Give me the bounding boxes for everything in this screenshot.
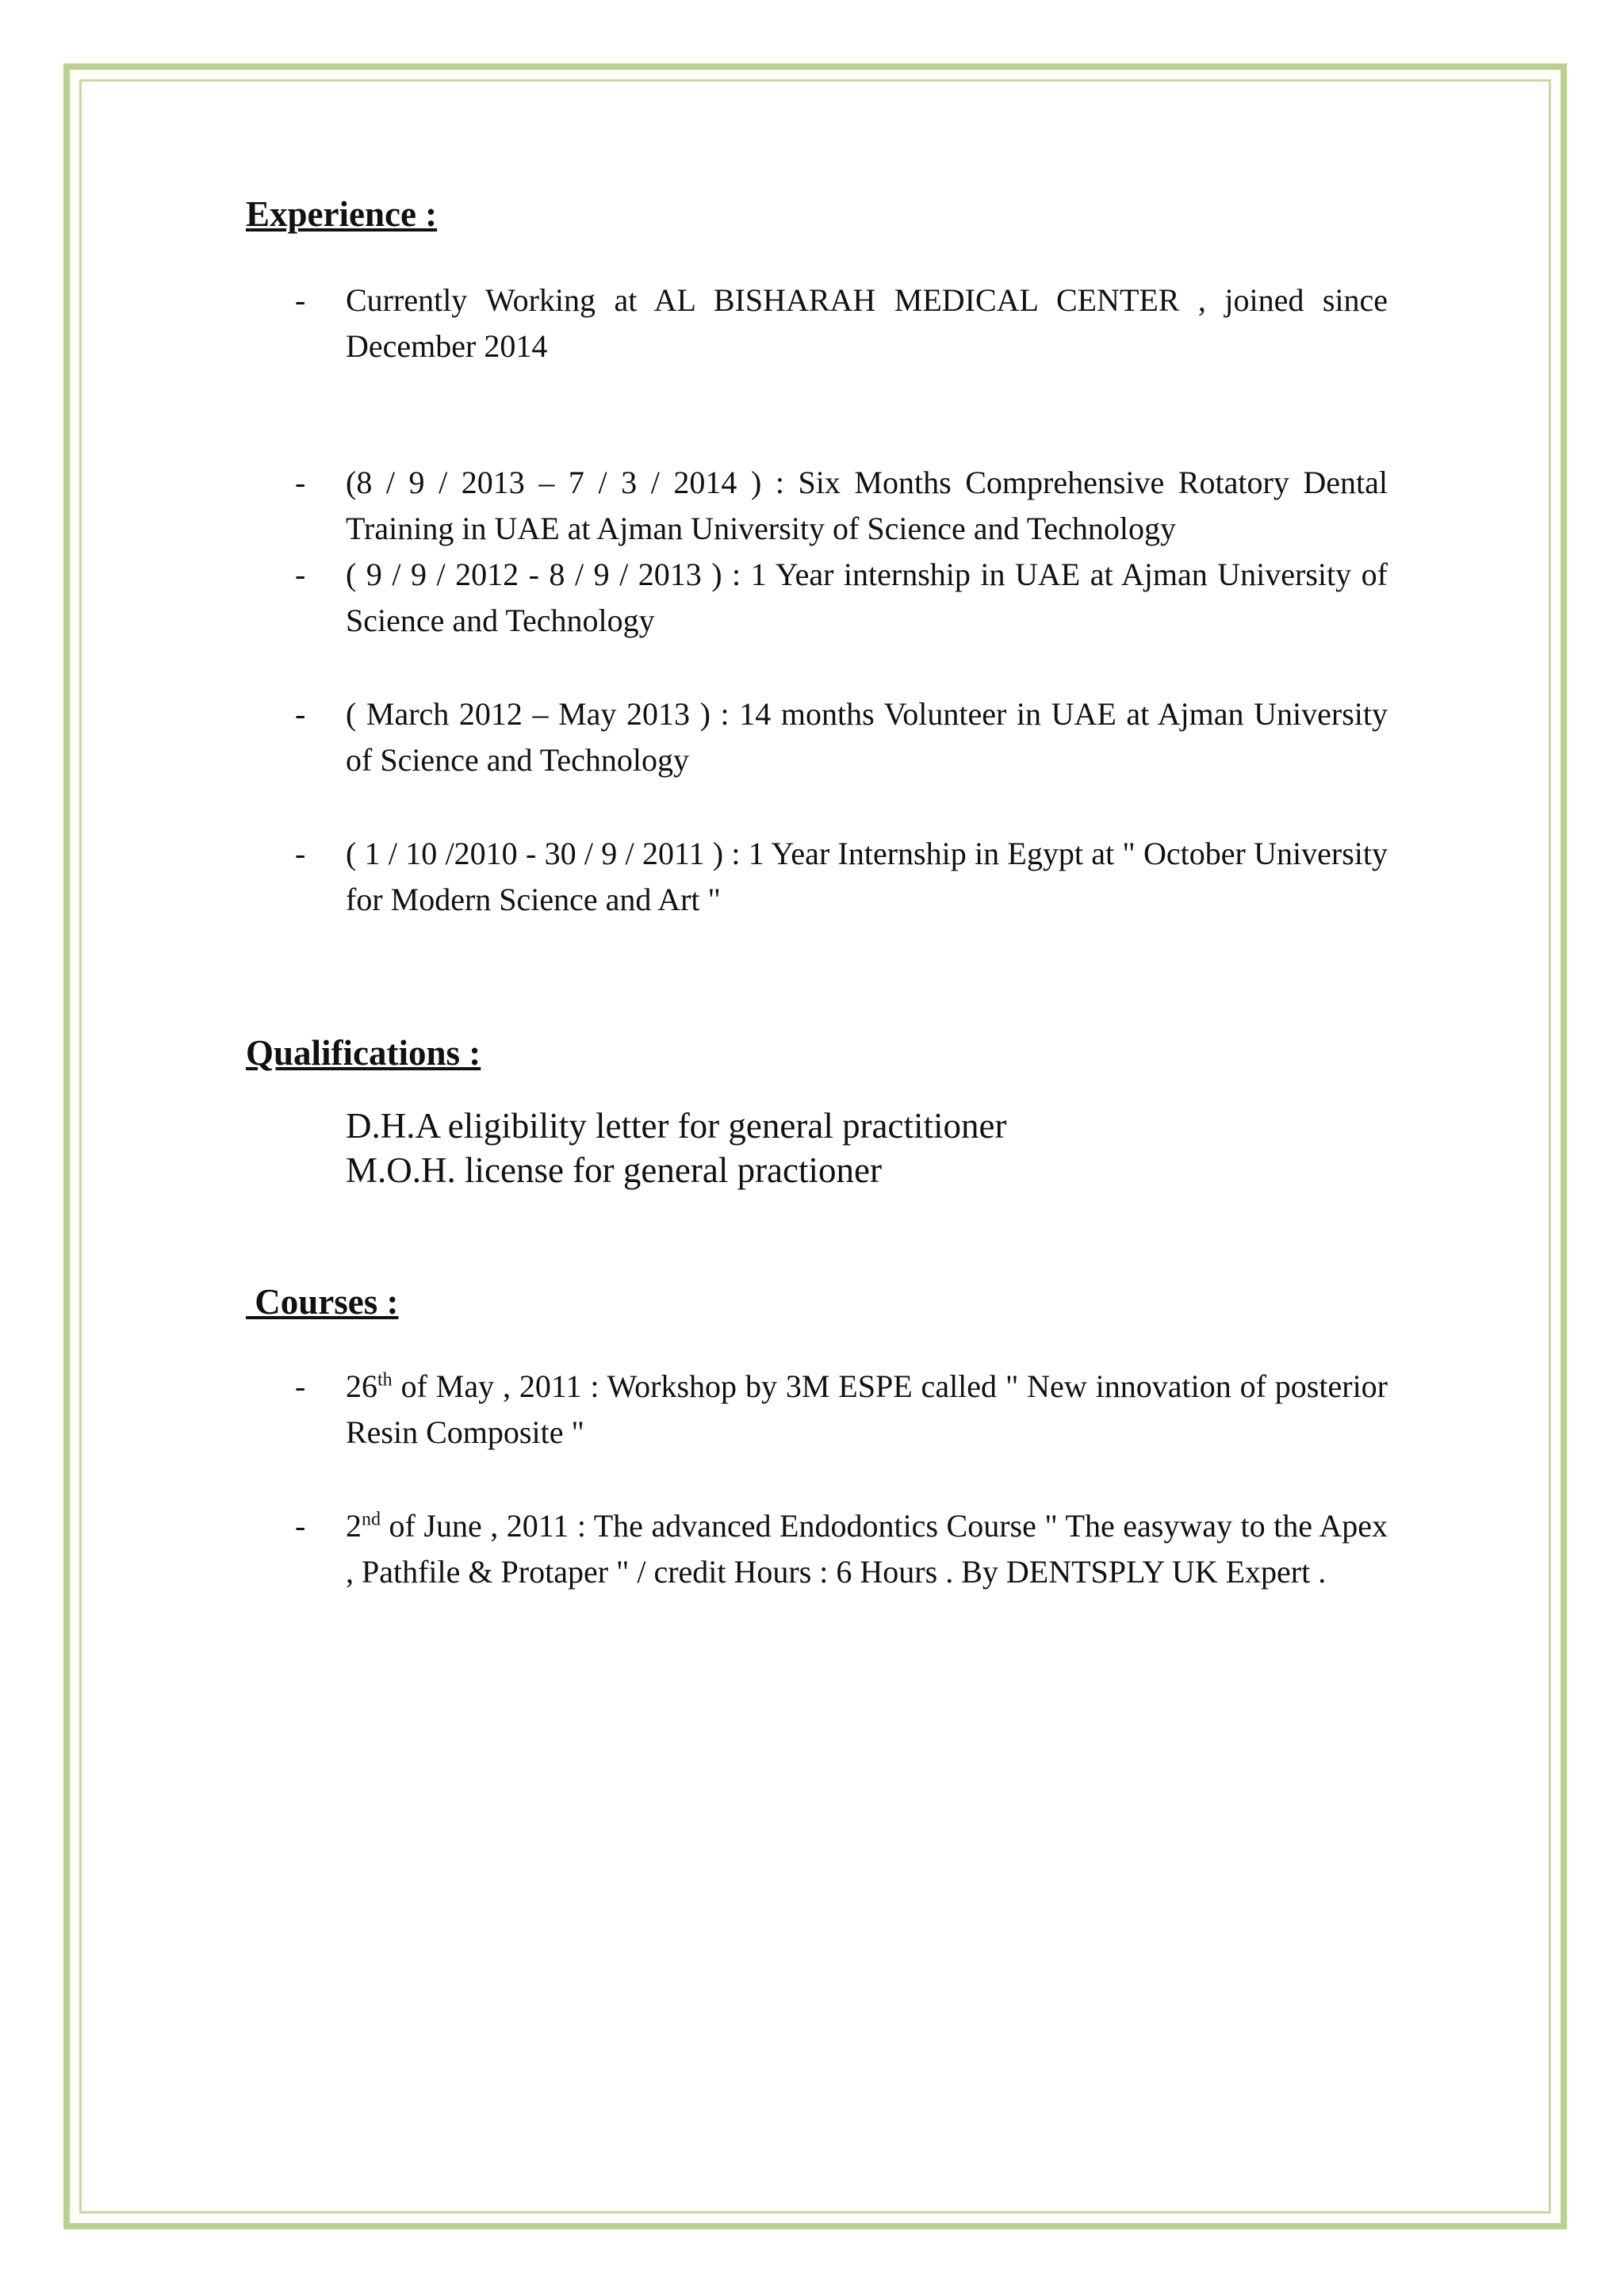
courses-heading: Courses : [246,1282,399,1322]
course-item [246,1503,1388,1595]
course-day: 26 [346,1368,377,1404]
experience-item-text: ( March 2012 – May 2013 ) : 14 months Volunteer in UAE at Ajman University of Science and Technology [346,696,1388,778]
experience-item-text: (8 / 9 / 2013 – 7 / 3 / 2014 ) : Six Months Comprehensive Rotatory Dental Training in UAE at Ajman University of Science and Technology [346,465,1388,546]
bullet-dash: - [295,696,306,732]
bullet-dash: - [295,1508,306,1544]
experience-item [246,831,1388,923]
bullet-dash: - [295,557,306,592]
experience-item [246,277,1388,369]
experience-item-text: ( 9 / 9 / 2012 - 8 / 9 / 2013 ) : 1 Year internship in UAE at Ajman University of Science and Technology [346,557,1388,638]
qualifications-heading: Qualifications : [246,1033,481,1073]
bullet-dash: - [295,836,306,871]
experience-heading: Experience : [246,194,438,234]
course-day: 2 [346,1508,362,1544]
course-day-suffix: nd [362,1509,381,1530]
qualification-line: D.H.A eligibility letter for general practitioner [346,1106,1007,1146]
bullet-dash: - [295,282,306,318]
experience-item [246,552,1388,644]
course-day-suffix: th [377,1369,393,1391]
bullet-dash: - [295,1368,306,1404]
course-item [246,1364,1388,1456]
experience-item-text: Currently Working at AL BISHARAH MEDICAL CENTER , joined since December 2014 [346,282,1388,364]
course-text: of June , 2011 : The advanced Endodontics Course " The easyway to the Apex , Pathfile & Protaper " / credit Hours : 6 Hours . By DENTSPLY UK Expert . [346,1508,1388,1590]
bullet-dash: - [295,465,306,500]
qualification-line: M.O.H. license for general practioner [346,1150,882,1190]
document-body [246,190,1388,1595]
course-text: of May , 2011 : Workshop by 3M ESPE called " New innovation of posterior Resin Composite " [346,1368,1388,1450]
experience-item [246,691,1388,783]
experience-item [246,460,1388,552]
experience-item-text: ( 1 / 10 /2010 - 30 / 9 / 2011 ) : 1 Year Internship in Egypt at " October University for Modern Science and Art " [346,836,1388,917]
